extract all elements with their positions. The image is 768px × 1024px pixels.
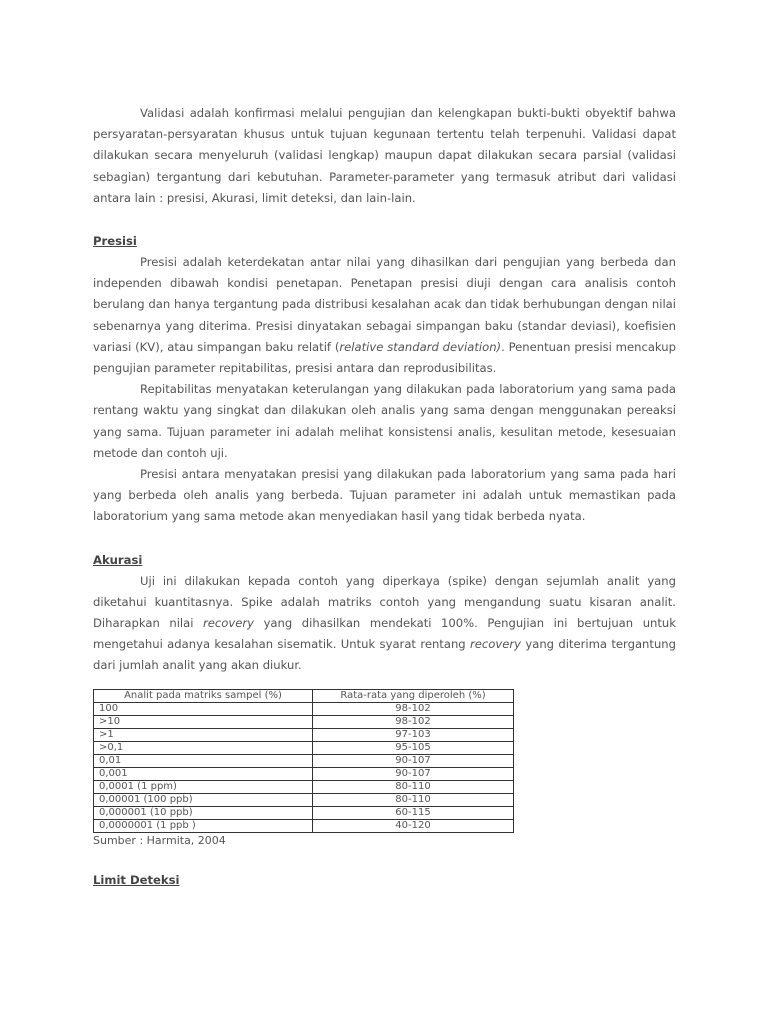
akurasi-text-1: Uji ini dilakukan kepada contoh yang diperkaya (spike) dengan sejumlah analit yang diketahui kuantitasnya. Spike adalah matriks contoh yang mengandung suatu kisaran analit. Diharapkan nilai xyxy=(93,573,676,631)
table-cell-recovery: 90-107 xyxy=(313,767,514,780)
table-row xyxy=(94,715,514,728)
akurasi-italic-1: recovery xyxy=(203,616,255,631)
table-cell-recovery: 97-103 xyxy=(313,728,514,741)
table-cell-recovery: 98-102 xyxy=(313,702,514,715)
table-cell-analit: 0,01 xyxy=(94,754,313,767)
akurasi-heading: Akurasi xyxy=(93,552,143,567)
presisi-paragraph-3: Presisi antara menyatakan presisi yang dilakukan pada laboratorium yang sama pada hari yang berbeda oleh analis yang berbeda. Tujuan parameter ini adalah untuk memastikan pada laboratorium yang sama metode akan menyediakan hasil yang tidak berbeda nyata. xyxy=(93,467,676,524)
presisi-heading: Presisi xyxy=(93,234,137,249)
akurasi-text-2: yang dihasilkan mendekati 100%. Pengujian ini bertujuan untuk mengetahui adanya kesalahan sisematik. Untuk syarat rentang xyxy=(93,616,676,652)
table-cell-analit: >0,1 xyxy=(94,741,313,754)
table-row xyxy=(94,767,514,780)
presisi-p1-italic: relative standard deviation) xyxy=(339,339,502,354)
table-cell-analit: >1 xyxy=(94,728,313,741)
presisi-paragraph-2: Repitabilitas menyatakan keterulangan yang dilakukan pada laboratorium yang sama pada rentang waktu yang singkat dan dilakukan oleh analis yang sama dengan menggunakan pereaksi yang sama. Tujuan parameter ini adalah melihat konsistensi analis, kesulitan metode, kesesuaian metode dan contoh uji. xyxy=(93,382,676,460)
presisi-paragraph-1 xyxy=(93,252,676,379)
limit-deteksi-heading: Limit Deteksi xyxy=(93,872,180,887)
table-row xyxy=(94,702,514,715)
table-row xyxy=(94,728,514,741)
presisi-p1-text-b: . Penentuan presisi mencakup pengujian parameter repitabilitas, presisi antara dan reprodusibilitas. xyxy=(93,339,676,376)
document-page xyxy=(93,103,676,891)
table-header-analit: Analit pada matriks sampel (%) xyxy=(94,689,313,702)
table-header-row xyxy=(94,689,514,702)
table-cell-analit: 0,000001 (10 ppb) xyxy=(94,806,313,819)
table-row xyxy=(94,741,514,754)
table-cell-analit: >10 xyxy=(94,715,313,728)
presisi-p1-text-a: Presisi adalah keterdekatan antar nilai yang dihasilkan dari pengujian yang berbeda dan independen dibawah kondisi penetapan. Penetapan presisi diuji dengan cara analisis contoh berulang dan hanya tergantung pada distribusi kesalahan acak dan tidak berhubungan dengan nilai sebenarnya yang diterima. Presisi dinyatakan sebagai simpangan baku (standar deviasi), koefisien variasi (KV), atau simpangan baku relatif ( xyxy=(93,255,676,354)
akurasi-italic-2: recovery xyxy=(470,637,522,652)
table-cell-analit: 0,00001 (100 ppb) xyxy=(94,793,313,806)
table-cell-analit: 0,0000001 (1 ppb ) xyxy=(94,819,313,832)
table-cell-recovery: 90-107 xyxy=(313,754,514,767)
table-cell-recovery: 60-115 xyxy=(313,806,514,819)
intro-paragraph: Validasi adalah konfirmasi melalui pengujian dan kelengkapan bukti-bukti obyektif bahwa persyaratan-persyaratan khusus untuk tujuan kegunaan tertentu telah terpenuhi. Validasi dapat dilakukan secara menyeluruh (validasi lengkap) maupun dapat dilakukan secara parsial (validasi sebagian) tergantung dari kebutuhan. Parameter-parameter yang termasuk atribut dari validasi antara lain : presisi, Akurasi, limit deteksi, dan lain-lain. xyxy=(93,106,676,205)
table-cell-recovery: 95-105 xyxy=(313,741,514,754)
table-source: Sumber : Harmita, 2004 xyxy=(93,833,226,847)
table-cell-recovery: 80-110 xyxy=(313,793,514,806)
table-cell-recovery: 40-120 xyxy=(313,819,514,832)
table-header-rata-rata: Rata-rata yang diperoleh (%) xyxy=(313,689,514,702)
table-row xyxy=(94,780,514,793)
akurasi-paragraph xyxy=(93,571,676,677)
table-row xyxy=(94,819,514,832)
table-row xyxy=(94,793,514,806)
table-cell-recovery: 80-110 xyxy=(313,780,514,793)
akurasi-text-3: yang diterima tergantung dari jumlah analit yang akan diukur. xyxy=(93,637,677,673)
table-row xyxy=(94,806,514,819)
table-row xyxy=(94,754,514,767)
table-cell-analit: 0,001 xyxy=(94,767,313,780)
table-cell-recovery: 98-102 xyxy=(313,715,514,728)
recovery-table xyxy=(93,689,514,833)
table-cell-analit: 100 xyxy=(94,702,313,715)
table-cell-analit: 0,0001 (1 ppm) xyxy=(94,780,313,793)
